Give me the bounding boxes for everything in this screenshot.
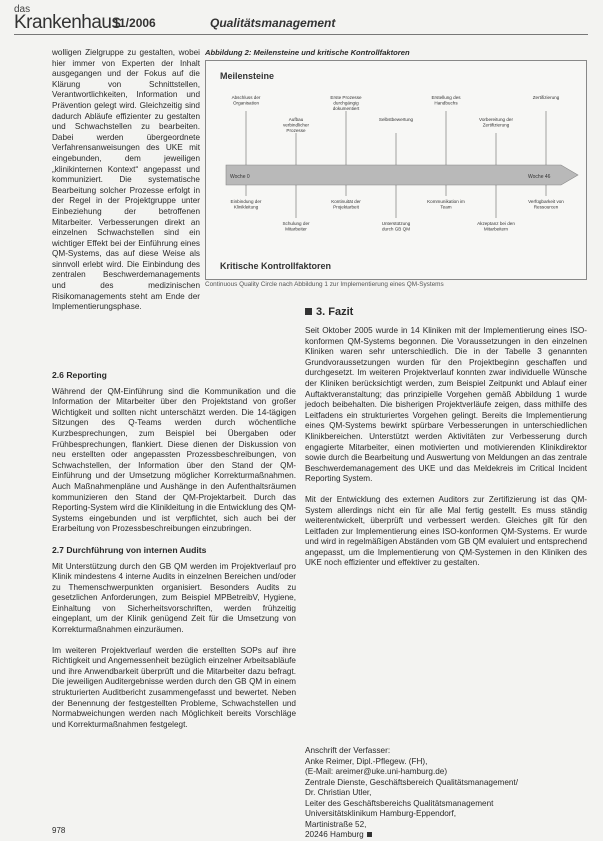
end-marker — [367, 832, 372, 837]
milestone-label: Erste Prozesse durchgängig dokumentiert — [330, 95, 362, 112]
address-line: (E-Mail: areimer@uke.uni-hamburg.de) — [305, 767, 448, 776]
milestone-label: Erstellung des Handbuchs — [431, 95, 461, 106]
factor-label: Unterstützung durch GB QM — [381, 221, 411, 232]
magazine-logo: Krankenhaus — [14, 12, 121, 33]
milestone-label: Abschluss der Organisation — [231, 95, 261, 106]
header-rule — [14, 34, 588, 35]
address-line: Martinistraße 52, — [305, 819, 367, 829]
factor-label: Kontinuität der Projektarbeit — [331, 199, 361, 210]
left-column — [52, 48, 200, 323]
left-paragraph-1: wolligen Zielgruppe zu gestalten, wobei hier immer von Experten der Inhalt ausgegangen und der Fokus auf die Klärung von Schnittstellen, Verantwortlichkeiten, Information und Prävention gelegt wird. Gleichzeitig sind dadurch Abläufe effizienter zu gestalten und Schwachstellen zu bearbeiten. Dabei werden übergeordnete Verfahrensanweisungen des UKE mit eingebunden, dem jeweiligen „klinikinternen Kontext“ angepasst und kommuniziert. Die systematische Bearbeitung solcher Prozesse erfolgt in der Regel in der Projektgruppe unter Einbeziehung der betroffenen Mitarbeiter. Verbesserungen direkt an einzelnen Schwachstellen sind ein wichtiger Effekt bei der Einführung eines QM-Systems, das auf diese Weise als sinnvoll erlebt wird. Die Einbindung des zentralen Beschwerdemanagements und des medizinischen Risikomanagements steht am Ende der Implementierungsphase. — [52, 48, 200, 312]
factor-label: Akzeptanz bei den Mitarbeitern — [477, 221, 515, 232]
left-paragraph-2: Während der QM-Einführung sind die Kommunikation und die Information der Mitarbeiter über den Projektstand von großer Wichtigkeit und sollten nicht unterschätzt werden. Die 14-tägigen Sitzungen des Q-Teams werden durch wöchentliche Kurzbesprechungen, zum Beispiel bei Übergaben oder Frühbesprechungen, flankiert. Diese dienen der Diskussion von neu erstellten oder angepassten Prozessbeschreibungen, von Schwachstellen, der Information über den Stand der QM-Einführung und der Umsetzung möglicher Korrekturmaßnahmen. Auch Maßnahmenpläne und Aushänge in den Aufenthaltsräumen kommunizieren den Stand der QM-Projektarbeit. Durch das Reporting-System wird die Klinikleitung in die Entwicklung des QM-Systems eingebunden und ist verpflichtet, sich auch bei der Erarbeitung von Prozessbeschreibungen einzubringen. — [52, 386, 296, 534]
factor-label: Kommunikation im Team — [427, 199, 465, 210]
timeline-start: Woche 0 — [230, 174, 250, 180]
heading-reporting: 2.6 Reporting — [52, 370, 107, 380]
left-column-lower — [52, 364, 296, 740]
timeline-end: Woche 46 — [528, 174, 551, 180]
factor-label: Verfügbarkeit von Ressourcen — [528, 199, 564, 210]
milestone-label: Aufbau verbindlicher Prozesse — [282, 117, 310, 134]
left-paragraph-4: Im weiteren Projektverlauf werden die erstellten SOPs auf ihre Richtigkeit und Angemessenheit bezüglich einzelner Arbeitsabläufe und ihre Anwendbarkeit überprüft und die Mitarbeiter dazu befragt. Die jeweiligen Auditergebnisse werden durch den GB QM in einem strukturierten Auditbericht zusammengefasst und bewertet. Neben der Benennung der festgestellten Probleme, Schwachstellen und Normabweichungen werden nach Möglichkeit bereits Vorschläge und Korrekturmaßnahmen festgelegt. — [52, 645, 296, 729]
address-line: Anke Reimer, Dipl.-Pflegew. (FH), — [305, 756, 428, 766]
milestone-diagram — [206, 61, 586, 279]
left-paragraph-3: Mit Unterstützung durch den GB QM werden im Projektverlauf pro Klinik mindestens 4 interne Audits in einzelnen Bereichen und/oder zu Themenschwerpunkten organisiert. Besonders Audits zu gesetzlichen Anforderungen, zum Beispiel MPBetreibV, Hygiene, Einhaltung von Sicherheitsvorschriften, werden frühzeitig eingeplant, um der Klinik genügend Zeit für die Umsetzung von Korrekturmaßnahmen einzuräumen. — [52, 561, 296, 635]
factors-bottom-group — [231, 185, 565, 232]
address-line: Leiter des Geschäftsbereichs Qualitätsmanagement — [305, 798, 494, 808]
address-line: Anschrift der Verfasser: — [305, 746, 391, 755]
right-paragraph-2: Mit der Entwicklung des externen Auditors zur Zertifizierung ist das QM-System allerdings nicht ein für alle Mal fertig gestellt. Es muss ständig weiterentwickelt, überprüft und verbessert werden. Gleiches gilt für den Leitfaden zur Implementierung eines ISO-konformen QM-Systems. Er wurde und wird in regelmäßigen Abständen vom GB QM evaluiert und entsprechend angepasst, um die Implementierung von QM-Systemen in den Kliniken des UKE noch effizienter und effektiver zu gestalten. — [305, 494, 587, 568]
factor-label: Einbindung der Klinikleitung — [230, 199, 262, 210]
magazine-logo-prefix: das — [14, 4, 31, 15]
page-number: 978 — [52, 826, 66, 835]
issue-number: 11/2006 — [113, 16, 156, 30]
label-factors: Kritische Kontrollfaktoren — [220, 261, 332, 271]
address-line: Universitätsklinikum Hamburg-Eppendorf, — [305, 809, 457, 818]
figure-title: Abbildung 2: Meilensteine und kritische Kontrollfaktoren — [205, 48, 410, 57]
milestones-top-group — [232, 95, 560, 165]
address-city: 20246 Hamburg — [305, 830, 364, 839]
author-address — [305, 746, 587, 841]
heading-fazit-text: 3. Fazit — [316, 306, 354, 318]
heading-audits: 2.7 Durchführung von internen Audits — [52, 544, 207, 555]
timeline-arrow — [226, 165, 578, 185]
address-line: Zentrale Dienste, Geschäftsbereich Qualitätsmanagement/ — [305, 777, 518, 787]
right-column — [305, 326, 587, 579]
milestone-label: Zertifizierung — [532, 95, 560, 100]
address-line: Dr. Christian Utler, — [305, 788, 372, 797]
label-milestones: Meilensteine — [220, 71, 275, 81]
figure-caption: Continuous Quality Circle nach Abbildung 1 zur Implementierung eines QM-Systems — [205, 281, 444, 288]
section-title: Qualitätsmanagement — [210, 16, 336, 30]
factor-label: Schulung der Mitarbeiter — [282, 221, 310, 232]
figure-milestones — [205, 60, 587, 280]
address-line-last — [305, 830, 587, 841]
heading-marker — [305, 308, 312, 315]
milestone-label: Selbstbewertung — [378, 117, 414, 122]
milestone-label: Vorbereitung der Zertifizierung — [479, 117, 513, 128]
heading-fazit — [305, 306, 353, 318]
right-paragraph-1: Seit Oktober 2005 wurde in 14 Kliniken mit der Implementierung eines ISO-konformen QM-Systems begonnen. Die Voraussetzungen in den einzelnen Kliniken waren sehr unterschiedlich. Die in der Tabelle 3 genannten Grundvoraussetzungen wurden für den Projektbeginn geschaffen und durchgesetzt. Im weiteren Projektverlauf konnten zwar individuelle Wünsche der Kliniken berücksichtigt werden, zum Beispiel Zeitpunkt und Ablauf einer Auftaktveranstaltung; das prinzipielle Vorgehen gemäß Abbildung 1 wurde jedoch beibehalten. Die bisherigen Projektverläufe zeigen, dass mithilfe des Leitfadens ein strukturiertes Vorgehen gelingt. Bereits die Implementierung eines QM-Systems bewirkt spürbare Verbesserungen in unterschiedlichen Klinikbereichen. Unterstützt werden Aktivitäten zur Verbesserung durch engagierte Mitarbeiter, einen motivierten und motivierenden Klinikdirektor sowie durch die Bearbeitung und Auswertung von Meldungen an das zentrale Beschwerdemanagement des UKE und das Meldekreis im Critical Incident Reporting System. — [305, 326, 587, 484]
